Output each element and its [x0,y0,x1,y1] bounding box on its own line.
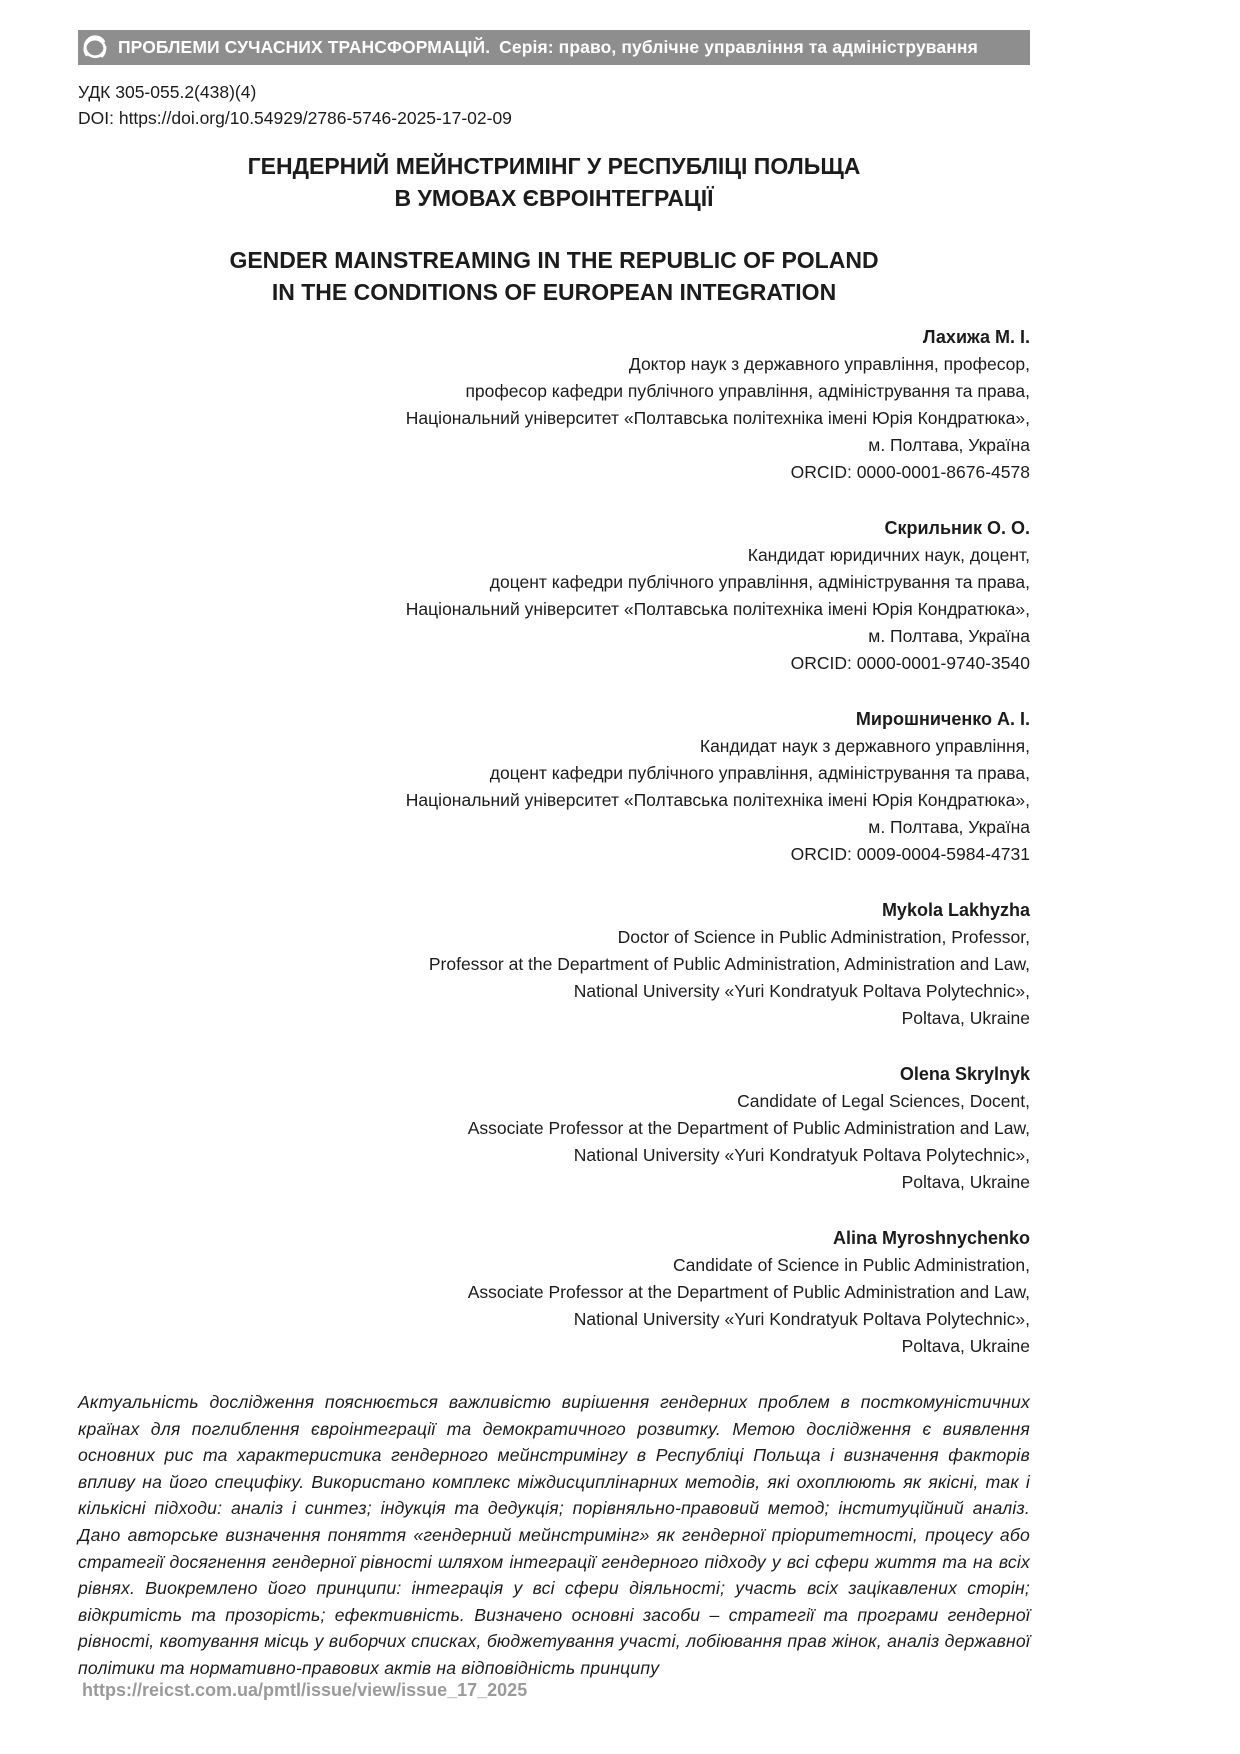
author-line: Національний університет «Полтавська політехніка імені Юрія Кондратюка», [405,599,1030,619]
author-lines [78,351,1030,486]
author-line: доцент кафедри публічного управління, адміністрування та права, [489,763,1030,783]
author-line: професор кафедри публічного управління, адміністрування та права, [465,381,1030,401]
author-line: м. Полтава, Україна [868,435,1030,455]
title-uk-line2: В УМОВАХ ЄВРОІНТЕГРАЦІЇ [394,185,714,211]
author-block [78,897,1030,1032]
author-name: Мирошниченко А. І. [855,709,1030,729]
author-line: ORCID: 0009-0004-5984-4731 [790,844,1030,864]
author-line: National University «Yuri Kondratyuk Poltava Polytechnic», [573,1309,1030,1329]
author-line: Poltava, Ukraine [901,1008,1030,1028]
udk-code: УДК 305-055.2(438)(4) [78,82,257,102]
author-line: Кандидат юридичних наук, доцент, [747,545,1030,565]
author-line: м. Полтава, Україна [868,626,1030,646]
journal-title: ПРОБЛЕМИ СУЧАСНИХ ТРАНСФОРМАЦІЙ. [118,37,491,57]
author-line: доцент кафедри публічного управління, адміністрування та права, [489,572,1030,592]
author-block [78,706,1030,868]
author-line: National University «Yuri Kondratyuk Poltava Polytechnic», [573,1145,1030,1165]
author-line: Associate Professor at the Department of Public Administration and Law, [467,1282,1030,1302]
author-lines [78,542,1030,677]
doi-line: DOI: https://doi.org/10.54929/2786-5746-2025-17-02-09 [78,108,512,128]
author-line: National University «Yuri Kondratyuk Poltava Polytechnic», [573,981,1030,1001]
article-title-english [78,244,1030,308]
journal-logo-swirl-icon [81,34,109,62]
author-line: Associate Professor at the Department of Public Administration and Law, [467,1118,1030,1138]
article-title-ukrainian [78,150,1030,214]
journal-series: Серія: право, публічне управління та адміністрування [499,37,978,57]
issue-footer-url: https://reicst.com.ua/pmtl/issue/view/issue_17_2025 [82,1680,528,1700]
author-name: Alina Myroshnychenko [832,1228,1030,1248]
title-en-line2: IN THE CONDITIONS OF EUROPEAN INTEGRATION [271,279,837,305]
author-block [78,1225,1030,1360]
author-line: Poltava, Ukraine [901,1172,1030,1192]
author-name: Olena Skrylnyk [899,1064,1030,1084]
author-line: Professor at the Department of Public Administration, Administration and Law, [428,954,1030,974]
author-lines [78,1088,1030,1196]
author-line: Candidate of Science in Public Administration, [672,1255,1030,1275]
author-name: Скрильник О. О. [884,518,1030,538]
author-line: Doctor of Science in Public Administration, Professor, [617,927,1030,947]
author-line: Доктор наук з державного управління, професор, [628,354,1030,374]
author-line: Candidate of Legal Sciences, Docent, [737,1091,1030,1111]
author-line: Національний університет «Полтавська політехніка імені Юрія Кондратюка», [405,408,1030,428]
journal-header-bar [78,30,1030,65]
title-uk-line1: ГЕНДЕРНИЙ МЕЙНСТРИМІНГ У РЕСПУБЛІЦІ ПОЛЬЩА [247,153,861,179]
author-block [78,515,1030,677]
author-line: м. Полтава, Україна [868,817,1030,837]
author-lines [78,733,1030,868]
author-line: Кандидат наук з державного управління, [699,736,1030,756]
abstract-paragraph: Актуальність дослідження пояснюється важливістю вирішення гендерних проблем в посткомуністичних країнах для поглиблення євроінтеграції та демократичного розвитку. Метою дослідження є виявлення основних рис та характеристика гендерного мейнстримінгу в Республіці Польща і визначення факторів впливу на його специфіку. Використано комплекс міждисциплінарних методів, які охоплюють як якісні, так і кількісні підходи: аналіз і синтез; індукція та дедукція; порівняльно-правовий метод; інституційний аналіз. Дано авторське визначення поняття «гендерний мейнстримінг» як гендерної пріоритетності, процесу або стратегії досягнення гендерної рівності шляхом інтеграції гендерного підходу у всі сфери життя та на всіх рівнях. Виокремлено його принципи: інтеграція у всі сфери діяльності; участь всіх зацікавлених сторін; відкритість та прозорість; ефективність. Визначено основні засоби – стратегії та програми гендерної рівності, квотування місць у виборчих списках, бюджетування участі, лобіювання прав жінок, аналіз державної політики та нормативно-правових актів на відповідність принципу [78,1392,1030,1678]
author-block [78,324,1030,486]
author-lines [78,1252,1030,1360]
author-line: Poltava, Ukraine [901,1336,1030,1356]
author-line: ORCID: 0000-0001-8676-4578 [790,462,1030,482]
author-line: Національний університет «Полтавська політехніка імені Юрія Кондратюка», [405,790,1030,810]
author-lines [78,924,1030,1032]
author-name: Лахижа М. І. [922,327,1030,347]
author-block [78,1061,1030,1196]
authors [78,324,1030,1360]
author-line: ORCID: 0000-0001-9740-3540 [790,653,1030,673]
title-en-line1: GENDER MAINSTREAMING IN THE REPUBLIC OF POLAND [229,247,879,273]
author-name: Mykola Lakhyzha [881,900,1030,920]
